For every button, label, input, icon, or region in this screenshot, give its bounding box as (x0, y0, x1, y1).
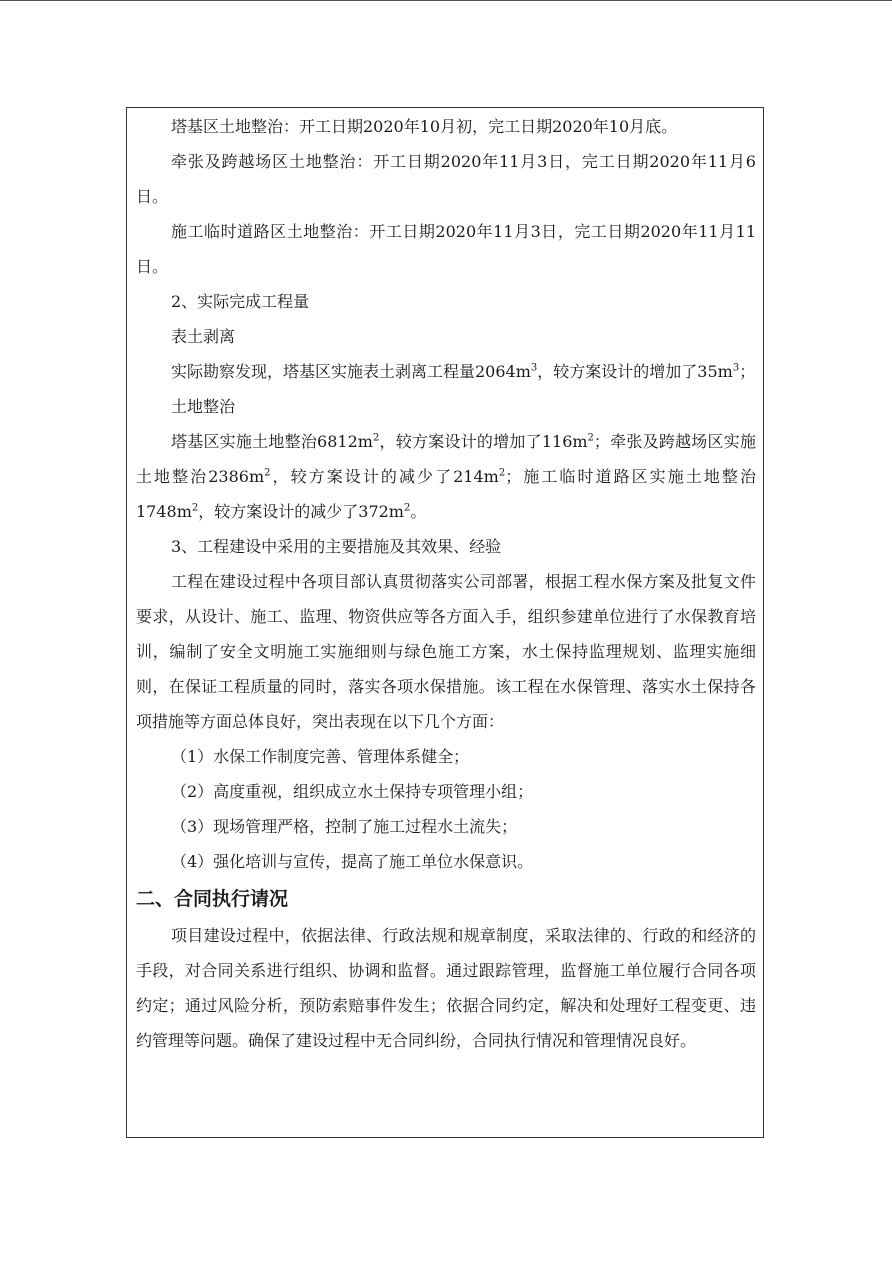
measures-paragraph: 工程在建设过程中各项目部认真贯彻落实公司部署，根据工程水保方案及批复文件要求，从设计、施工、监理、物资供应等各方面入手，组织参建单位进行了水保教育培训，编制了安全文明施工实施细则与绿色施工方案，水土保持监理规划、监理实施细则，在保证工程质量的同时，落实各项水保措施。该工程在水保管理、落实水土保持各项措施等方面总体良好，突出表现在以下几个方面： (136, 572, 756, 731)
schedule-tower-area: 塔基区土地整治：开工日期2020年10月初，完工日期2020年10月底。 (171, 117, 678, 136)
land-subtitle: 土地整治 (171, 397, 236, 416)
document-body (136, 109, 756, 1058)
quantities-subtitle: 2、实际完成工程量 (171, 292, 310, 311)
schedule-tension-area: 牵张及跨越场区土地整治：开工日期2020年11月3日，完工日期2020年11月6日。 (136, 152, 756, 206)
land-paragraph: 塔基区实施土地整治$6812m^2$，较方案设计的增加了$116m^2$；牵张及跨越场区实施土地整治$2386m^2$，较方案设计的减少了$214m^2$；施工临时道路区实施土地整治$1748m^2$，较方案设计的减少了$372m^2$。 (136, 432, 756, 521)
schedule-temp-road-area: 施工临时道路区土地整治：开工日期2020年11月3日，完工日期2020年11月11日。 (136, 222, 756, 276)
topsoil-subtitle: 表土剥离 (171, 327, 236, 346)
contract-section-heading: 二、合同执行请况 (136, 888, 289, 910)
measures-subtitle: 3、工程建设中采用的主要措施及其效果、经验 (171, 537, 502, 556)
highlight-item: （1）水保工作制度完善、管理体系健全； (171, 747, 470, 766)
page-top-rule (0, 0, 892, 1)
highlight-item: （4）强化培训与宣传，提高了施工单位水保意识。 (171, 852, 534, 871)
highlight-item: （3）现场管理严格，控制了施工过程水土流失； (171, 817, 518, 836)
highlight-item: （2）高度重视，组织成立水土保持专项管理小组； (171, 782, 534, 801)
topsoil-paragraph: 实际勘察发现，塔基区实施表土剥离工程量$2064m^3$，较方案设计的增加了$35m^3$； (171, 362, 756, 381)
contract-paragraph: 项目建设过程中，依据法律、行政法规和规章制度，采取法律的、行政的和经济的手段，对合同关系进行组织、协调和监督。通过跟踪管理，监督施工单位履行合同各项约定；通过风险分析，预防索赔事件发生；依据合同约定，解决和处理好工程变更、违约管理等问题。确保了建设过程中无合同纠纷，合同执行情况和管理情况良好。 (136, 926, 756, 1050)
